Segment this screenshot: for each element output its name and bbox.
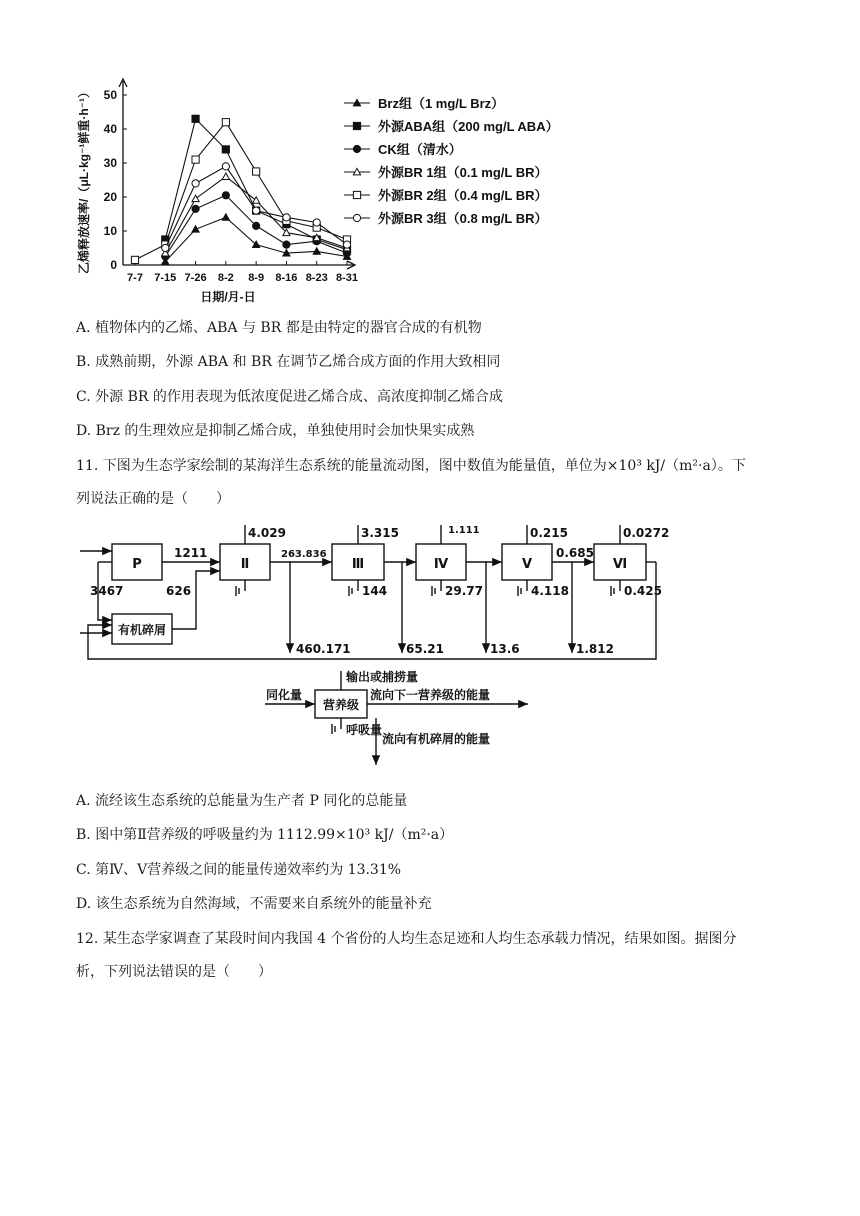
q11-option-c: C. 第Ⅳ、Ⅴ营养级之间的能量传递效率约为 13.31% <box>76 862 402 878</box>
output-vi: 0.0272 <box>623 526 670 540</box>
resp-v: 4.118 <box>531 584 569 598</box>
x-tick-label: 8-23 <box>305 272 328 284</box>
box-vi-label: Ⅵ <box>612 557 628 572</box>
data-point <box>222 146 229 153</box>
q10-option-b: B. 成熟前期，外源 ABA 和 BR 在调节乙烯合成方面的作用大致相同 <box>76 354 501 370</box>
legend-label: 外源ABA组（200 mg/L ABA） <box>378 119 559 134</box>
data-point <box>283 241 290 248</box>
y-tick-label: 0 <box>110 258 117 272</box>
x-tick-label: 8-31 <box>335 272 359 284</box>
data-point <box>192 205 199 212</box>
y-tick-label: 40 <box>103 122 117 136</box>
q11-option-a: A. 流经该生态系统的总能量为生产者 P 同化的总能量 <box>76 793 408 809</box>
legend-resp: 呼吸量 <box>346 723 383 737</box>
q10-option-d: D. Brz 的生理效应是抑制乙烯合成，单独使用时会加快果实成熟 <box>76 423 475 439</box>
legend-marker <box>353 214 360 221</box>
legend-label: CK组（清水） <box>378 142 462 157</box>
transfer-v-vi: 0.685 <box>556 546 594 560</box>
y-tick-label: 50 <box>103 88 117 102</box>
q11-stem-line2: 列说法正确的是（ ） <box>76 491 230 507</box>
data-point <box>253 168 260 175</box>
legend-label: Brz组（1 mg/L Brz） <box>378 96 505 111</box>
box-iii-label: Ⅲ <box>351 557 365 572</box>
resp-vi: 0.425 <box>624 584 662 598</box>
y-axis-label: 乙烯释放速率/（μL·kg⁻¹鲜重·h⁻¹） <box>77 86 91 274</box>
box-p-label: P <box>132 557 142 572</box>
data-point <box>283 214 290 221</box>
resp-iv: 29.77 <box>445 584 483 598</box>
legend-input: 同化量 <box>266 688 303 702</box>
resp-iii: 144 <box>362 584 388 598</box>
detritus-to-ii-value: 626 <box>166 584 192 598</box>
data-point <box>253 222 260 229</box>
legend-label: 外源BR 1组（0.1 mg/L BR） <box>378 165 548 180</box>
y-tick-label: 10 <box>103 224 117 238</box>
q11-stem-line1: 11. 下图为生态学家绘制的某海洋生态系统的能量流动图，图中数值为能量值，单位为×10³ kJ/（m²·a）。下 <box>76 458 746 474</box>
data-point <box>222 214 229 220</box>
output-iv: 1.111 <box>448 525 480 536</box>
box-detritus-label: 有机碎屑 <box>117 623 167 637</box>
x-tick-label: 8-2 <box>217 272 234 284</box>
x-tick-label: 7-7 <box>127 272 143 284</box>
q10-option-c: C. 外源 BR 的作用表现为低浓度促进乙烯合成、高浓度抑制乙烯合成 <box>76 389 503 405</box>
legend-marker <box>353 145 360 152</box>
detritus-from-iii: 65.21 <box>406 642 444 656</box>
output-ii: 4.029 <box>248 526 286 540</box>
x-tick-label: 7-26 <box>184 272 207 284</box>
box-ii-label: Ⅱ <box>240 557 250 572</box>
legend-marker <box>353 122 360 129</box>
data-point <box>313 219 320 226</box>
transfer-ii-iii: 263.836 <box>281 549 327 560</box>
legend-box-label: 营养级 <box>322 698 360 712</box>
legend-label: 外源BR 3组（0.8 mg/L BR） <box>378 211 548 226</box>
data-point <box>192 180 199 187</box>
box-iv-label: Ⅳ <box>433 557 449 572</box>
x-tick-label: 8-16 <box>275 272 298 284</box>
data-point <box>222 119 229 126</box>
legend-next: 流向下一营养级的能量 <box>370 688 491 702</box>
legend-output: 输出或捕捞量 <box>346 670 419 684</box>
data-point <box>192 115 199 122</box>
transfer-p-ii: 1211 <box>174 546 208 560</box>
data-point <box>192 195 199 201</box>
data-point <box>253 207 260 214</box>
data-point <box>162 244 169 251</box>
q11-option-b: B. 图中第Ⅱ营养级的呼吸量约为 1112.99×10³ kJ/（m²·a） <box>76 827 454 843</box>
data-point <box>192 156 199 163</box>
legend-detritus: 流向有机碎屑的能量 <box>382 732 491 746</box>
data-point <box>222 163 229 170</box>
y-tick-label: 30 <box>103 156 117 170</box>
energy-flow-diagram <box>0 515 860 775</box>
data-point <box>222 192 229 199</box>
q10-option-a: A. 植物体内的乙烯、ABA 与 BR 都是由特定的器官合成的有机物 <box>76 320 482 336</box>
y-tick-label: 20 <box>103 190 117 204</box>
detritus-from-iv: 13.6 <box>490 642 520 656</box>
data-point <box>131 256 138 263</box>
ethylene-line-chart <box>70 70 590 310</box>
box-v-label: Ⅴ <box>521 557 533 572</box>
p-to-detritus-value: 3467 <box>90 584 124 598</box>
q12-stem-line2: 析，下列说法错误的是（ ） <box>76 964 272 980</box>
x-tick-label: 8-9 <box>248 272 265 284</box>
output-iii: 3.315 <box>361 526 399 540</box>
q11-option-d: D. 该生态系统为自然海域，不需要来自系统外的能量补充 <box>76 896 432 912</box>
x-axis-label: 日期/月-日 <box>200 290 256 304</box>
data-point <box>192 226 199 232</box>
output-v: 0.215 <box>530 526 568 540</box>
data-point <box>343 241 350 248</box>
q12-stem-line1: 12. 某生态学家调查了某段时间内我国 4 个省份的人均生态足迹和人均生态承载力情况，结果如图。据图分 <box>76 931 737 947</box>
detritus-from-v: 1.812 <box>576 642 614 656</box>
data-point <box>222 173 229 179</box>
legend-marker <box>353 191 360 198</box>
detritus-from-ii: 460.171 <box>296 642 351 656</box>
x-tick-label: 7-15 <box>154 272 177 284</box>
legend-label: 外源BR 2组（0.4 mg/L BR） <box>378 188 548 203</box>
